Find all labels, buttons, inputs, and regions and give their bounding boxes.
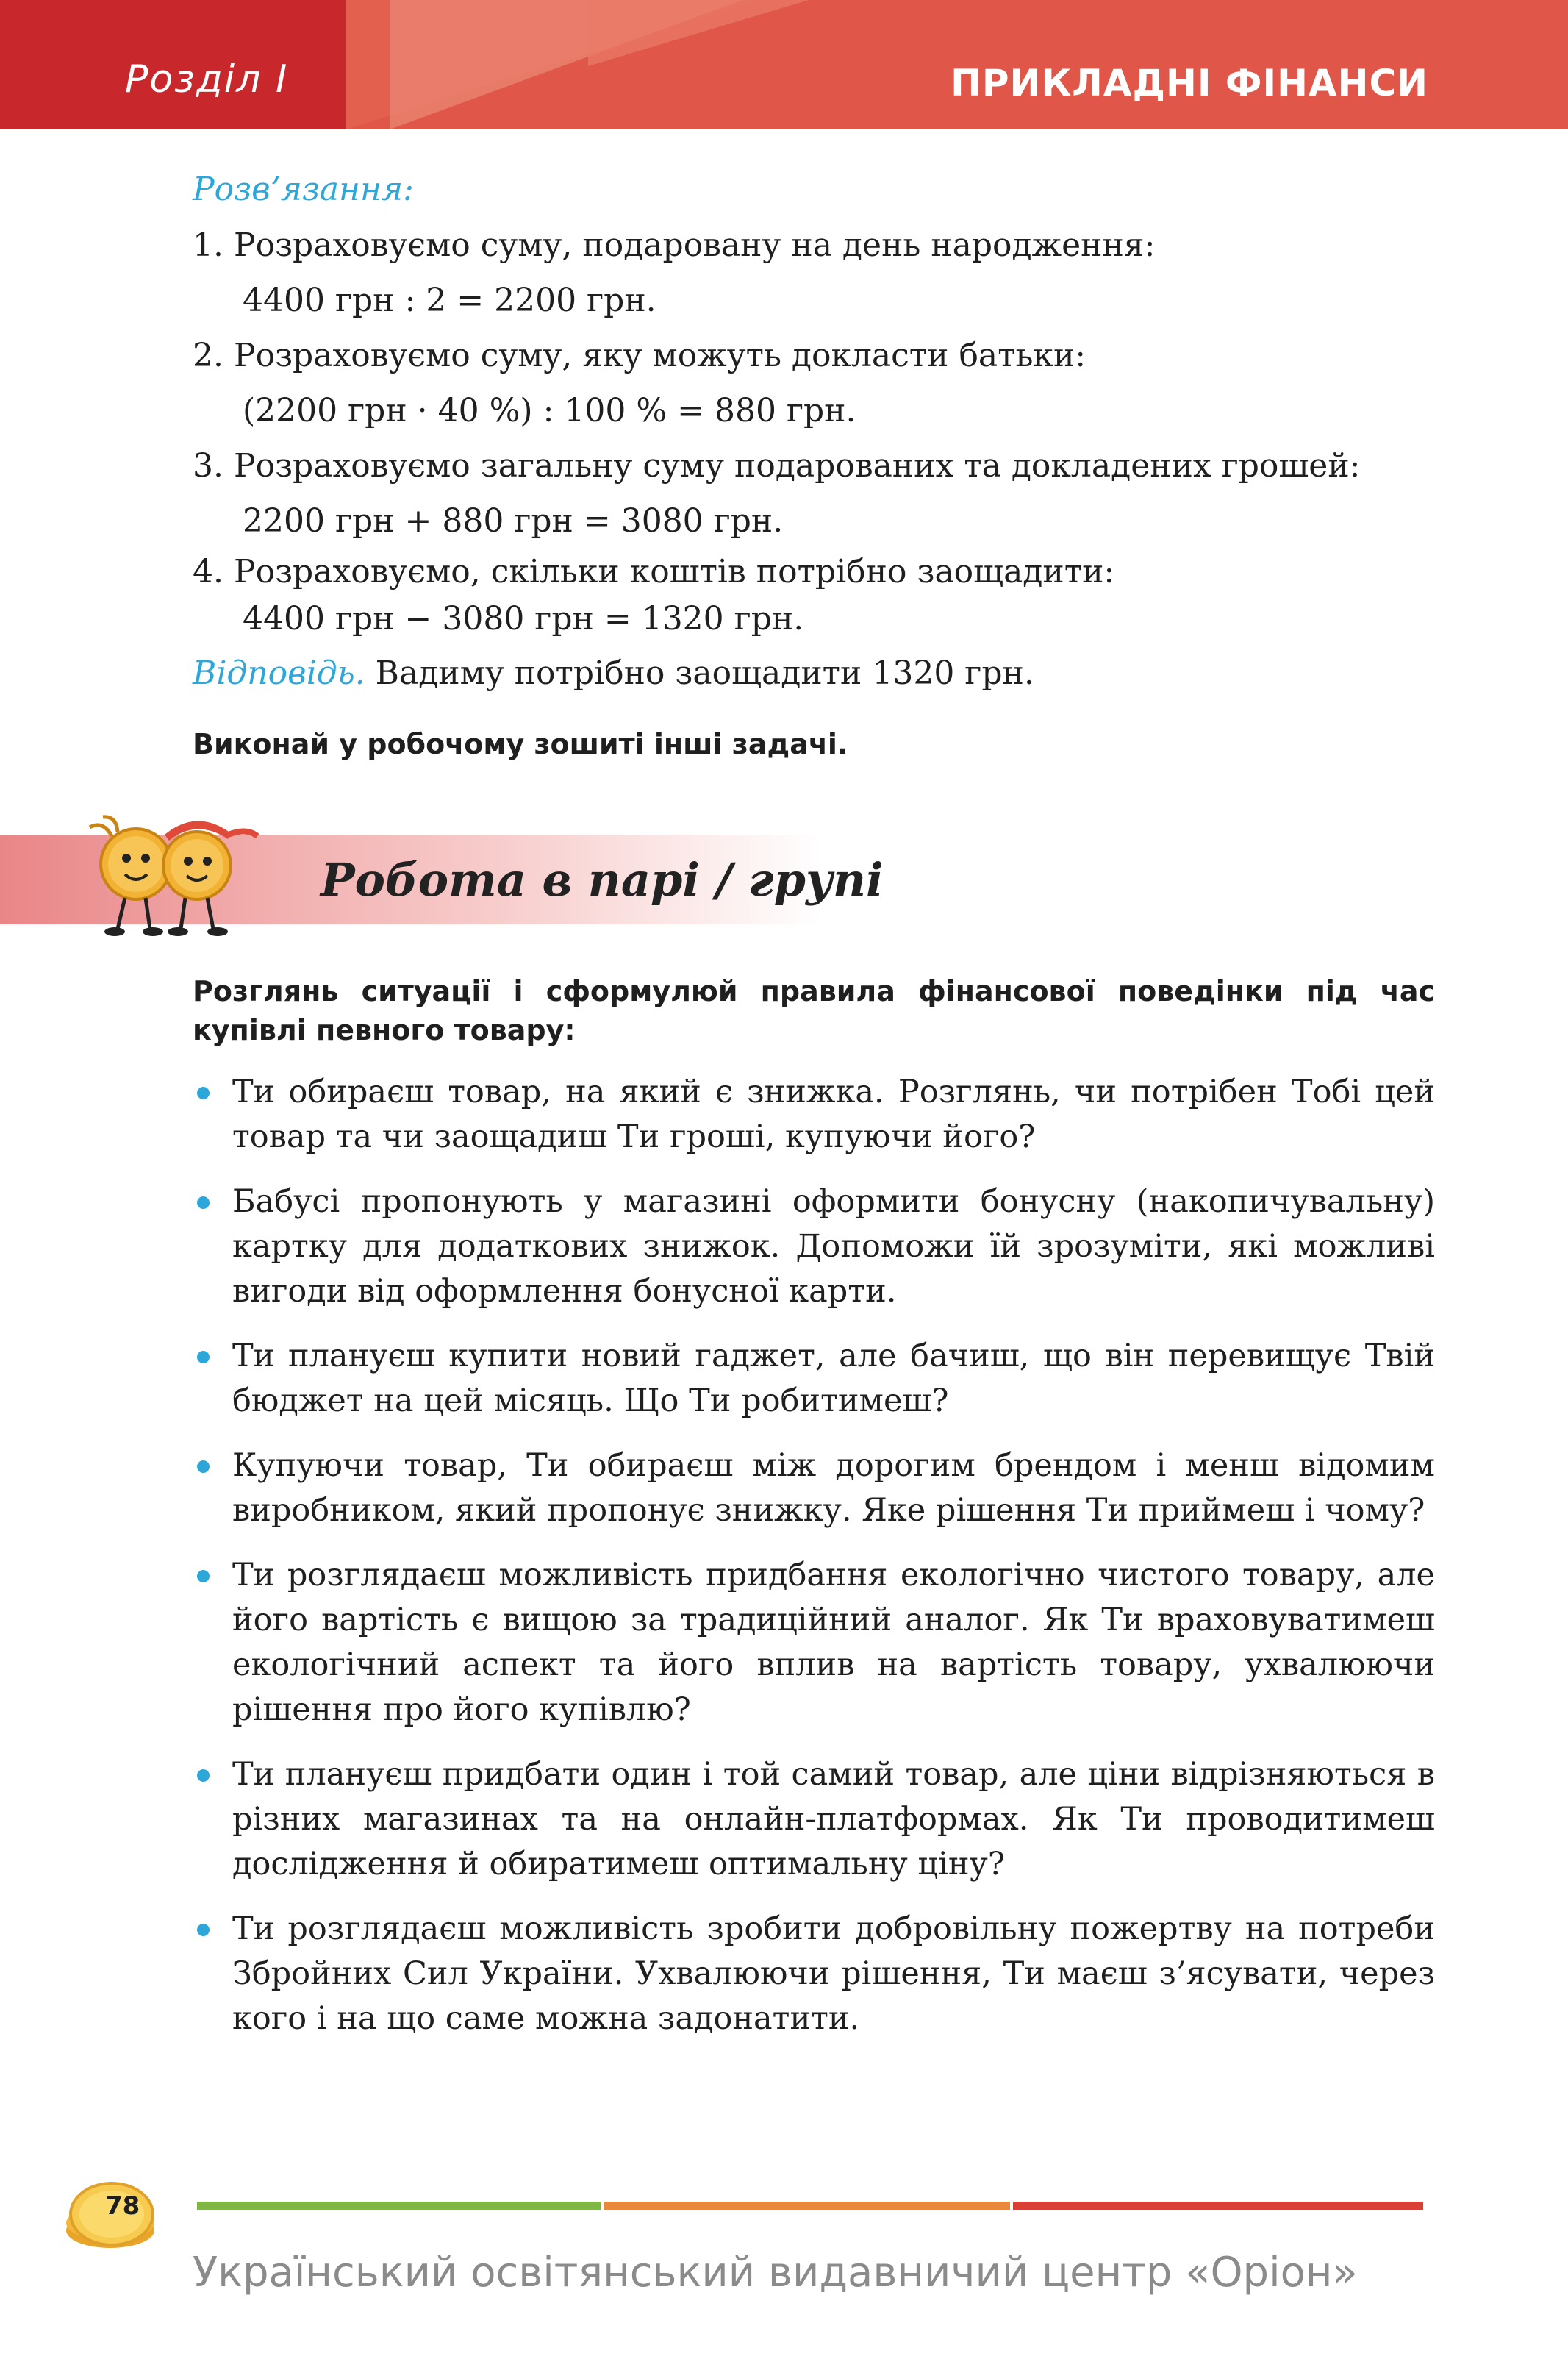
footer-line-red (1013, 2202, 1423, 2210)
publisher-name: Український освітянський видавничий центр «Оріон» (193, 2249, 1358, 2296)
list-item-text: Купуючи товар, Ти обираєш між дорогим брендом і менш відомим виробником, який пропонує знижку. Яке рішення Ти приймеш і чому? (232, 1447, 1435, 1529)
step-calc: 2200 грн + 880 грн = 3080 грн. (243, 502, 784, 540)
list-item (193, 1070, 1435, 1160)
list-item (193, 1553, 1435, 1732)
header-title: ПРИКЛАДНІ ФІНАНСИ (951, 62, 1428, 104)
list-item-text: Ти плануєш придбати один і той самий товар, але ціни відрізняються в різних магазинах та на онлайн-платформах. Як Ти проводитимеш дослідження й обиратимеш оптимальну ціну? (232, 1756, 1435, 1882)
bullet-icon (197, 1570, 210, 1582)
bullet-icon (197, 1769, 210, 1782)
step-text: 1. Розраховуємо суму, подаровану на день народження: (193, 226, 1156, 264)
list-item (193, 1752, 1435, 1887)
solution-step (193, 218, 1435, 328)
answer-text: Вадиму потрібно заощадити 1320 грн. (365, 654, 1034, 692)
section-label: Розділ І (125, 57, 289, 101)
two-coins-mascot-icon (74, 798, 265, 945)
list-item (193, 1334, 1435, 1424)
list-item-text: Бабусі пропонують у магазині оформити бонусну (накопичувальну) картку для додаткових знижок. Допоможи їй зрозуміти, які можливі вигоди від оформлення бонусної карти. (232, 1183, 1435, 1310)
footer-line-orange (604, 2202, 1010, 2210)
answer (193, 654, 1034, 692)
bullet-icon (197, 1196, 210, 1209)
list-item-text: Ти розглядаєш можливість придбання екологічно чистого товару, але його вартість є вищою за традиційний аналог. Як Ти враховуватимеш екологічний аспект та його вплив на вартість товару, ухвалюючи рішення про його купівлю? (232, 1557, 1435, 1728)
step-calc: (2200 грн · 40 %) : 100 % = 880 грн. (243, 392, 856, 429)
page-header (0, 0, 1568, 129)
bullet-icon (197, 1087, 210, 1099)
header-stripe (588, 0, 809, 66)
answer-label: Відповідь. (193, 654, 365, 692)
step-text: 2. Розраховуємо суму, яку можуть докласти батьки: (193, 337, 1086, 374)
step-text: 4. Розраховуємо, скільки коштів потрібно заощадити: (193, 553, 1115, 590)
list-item-text: Ти обираєш товар, на який є знижка. Розглянь, чи потрібен Тобі цей товар та чи заощадиш Ти гроші, купуючи його? (232, 1074, 1435, 1155)
step-calc: 4400 грн − 3080 грн = 1320 грн. (243, 600, 804, 638)
task-note: Виконай у робочому зошиті інші задачі. (193, 728, 848, 760)
list-item-text: Ти плануєш купити новий гаджет, але бачиш, що він перевищує Твій бюджет на цей місяць. Що Ти робитимеш? (232, 1338, 1435, 1419)
solution-step (193, 328, 1435, 438)
list-item (193, 1907, 1435, 2041)
footer-line-green (197, 2202, 601, 2210)
situation-list (193, 1070, 1435, 2061)
pair-work-title: Робота в парі / групі (321, 853, 884, 907)
page-number: 78 (105, 2191, 140, 2221)
solution-step (193, 549, 1435, 643)
bullet-icon (197, 1351, 210, 1363)
list-item (193, 1180, 1435, 1314)
list-item-text: Ти розглядаєш можливість зробити добровільну пожертву на потреби Збройних Сил України. Ухвалюючи рішення, Ти маєш з’ясувати, через кого і на що саме можна задонатити. (232, 1910, 1435, 2037)
solution-step (193, 438, 1435, 549)
bullet-icon (197, 1460, 210, 1473)
list-item (193, 1443, 1435, 1533)
step-calc: 4400 грн : 2 = 2200 грн. (243, 282, 656, 319)
bullet-icon (197, 1924, 210, 1936)
step-text: 3. Розраховуємо загальну суму подарованих та докладених грошей: (193, 447, 1361, 485)
pair-work-intro: Розглянь ситуації і сформулюй правила фінансової поведінки під час купівлі певного товару: (193, 975, 1435, 1046)
solution-title: Розв’язання: (193, 171, 414, 208)
